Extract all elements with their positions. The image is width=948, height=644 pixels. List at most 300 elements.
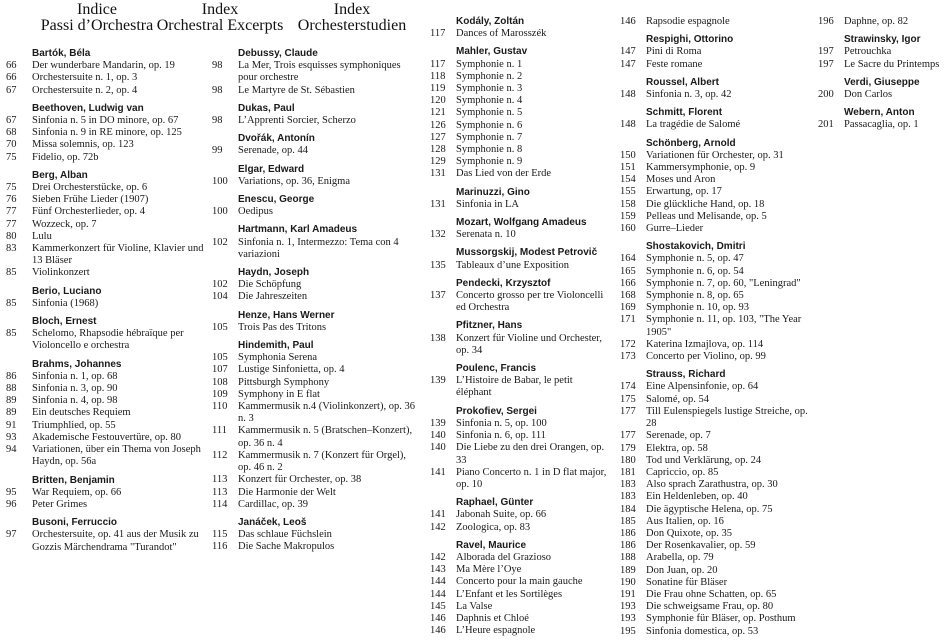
work-row xyxy=(620,89,820,101)
work-title: Symphonie n. 6, op. 54 xyxy=(646,265,744,277)
page-number: 137 xyxy=(430,290,446,302)
work-row xyxy=(6,127,216,139)
composer-entry xyxy=(430,217,610,241)
work-title: Der wunderbare Mandarin, op. 19 xyxy=(32,60,175,72)
work-row xyxy=(430,260,610,272)
page-number: 105 xyxy=(212,321,228,333)
composer-heading xyxy=(6,359,216,371)
work-row xyxy=(212,322,417,334)
work-row xyxy=(430,168,610,180)
work-title: Concerto per Violino, op. 99 xyxy=(646,351,766,363)
page-number: 151 xyxy=(620,162,636,174)
composer-indent xyxy=(818,107,844,119)
composer-entry xyxy=(430,320,610,357)
work-title: Die Sache Makropulos xyxy=(238,541,335,553)
composer-entry xyxy=(6,475,216,512)
page-number: 189 xyxy=(620,564,636,576)
composer-heading xyxy=(212,194,417,206)
page-number: 160 xyxy=(620,223,636,235)
composer-heading xyxy=(6,170,216,182)
page-number: 67 xyxy=(6,115,17,127)
work-title: Erwartung, op. 17 xyxy=(646,186,722,198)
work-row xyxy=(620,174,820,186)
composer-indent xyxy=(212,517,238,529)
page-number: 75 xyxy=(6,151,17,163)
composer-name: Mussorgskij, Modest Petrovič xyxy=(456,247,598,259)
page-number: 95 xyxy=(6,486,17,498)
composer-name: Britten, Benjamin xyxy=(32,474,115,486)
work-row xyxy=(212,291,417,303)
composer-name: Henze, Hans Werner xyxy=(238,309,335,321)
work-title: Le Sacre du Printemps xyxy=(844,58,940,70)
work-row xyxy=(620,394,820,406)
work-row xyxy=(212,206,417,218)
composer-indent xyxy=(430,247,456,259)
work-title: Die ägyptische Helena, op. 75 xyxy=(646,503,773,515)
composer-heading xyxy=(430,540,610,552)
work-title: L’Heure espagnole xyxy=(456,625,536,637)
page-number: 100 xyxy=(212,175,228,187)
work-title: Kammersymphonie, op. 9 xyxy=(646,162,756,174)
composer-indent xyxy=(6,103,32,115)
composer-indent xyxy=(620,369,646,381)
composer-indent xyxy=(6,286,32,298)
page-number: 109 xyxy=(212,388,228,400)
work-title: Cardillac, op. 39 xyxy=(238,498,308,510)
page-number: 85 xyxy=(6,267,17,279)
work-row xyxy=(6,383,216,395)
work-title: Sinfonia n. 9 in RE minore, op. 125 xyxy=(32,127,182,139)
work-row xyxy=(620,565,820,577)
page-number: 145 xyxy=(430,600,446,612)
composer-indent xyxy=(6,475,32,487)
page-number: 173 xyxy=(620,351,636,363)
work-row xyxy=(620,223,820,235)
composer-heading xyxy=(212,267,417,279)
work-row xyxy=(818,89,948,101)
composer-name: Verdi, Giuseppe xyxy=(844,76,920,88)
work-title: Orchestersuite n. 1, op. 3 xyxy=(32,72,138,84)
work-row xyxy=(430,290,610,314)
composer-heading xyxy=(6,48,216,60)
page-number: 93 xyxy=(6,431,17,443)
work-row xyxy=(430,375,610,399)
work-row xyxy=(430,442,610,466)
work-title: Die Jahreszeiten xyxy=(238,291,308,303)
work-title: Kammermusik n. 5 (Bratschen–Konzert), op. 36 n. 4 xyxy=(238,425,413,449)
composer-heading xyxy=(212,340,417,352)
composer-indent xyxy=(430,187,456,199)
composer-indent xyxy=(430,278,456,290)
work-title: Rapsodie espagnole xyxy=(646,16,730,27)
work-row xyxy=(6,371,216,383)
index-column-4 xyxy=(620,16,820,644)
work-row xyxy=(620,601,820,613)
composer-name: Haydn, Joseph xyxy=(238,267,310,279)
work-title: Sinfonia n. 1, Intermezzo: Tema con 4 variazioni xyxy=(238,236,399,260)
work-title: Lustige Sinfonietta, op. 4 xyxy=(238,364,345,376)
composer-heading xyxy=(212,48,417,60)
composer-entry xyxy=(212,194,417,218)
page-number: 197 xyxy=(818,46,834,58)
work-row xyxy=(6,407,216,419)
composer-heading xyxy=(620,369,820,381)
page-number: 146 xyxy=(430,625,446,637)
work-title: Peter Grimes xyxy=(32,498,88,510)
work-title: L’Histoire de Babar, le petit éléphant xyxy=(456,375,573,399)
page-number: 168 xyxy=(620,290,636,302)
index-column-2 xyxy=(212,48,417,560)
page-number: 94 xyxy=(6,444,17,456)
work-title: Symphonie n. 5 xyxy=(456,107,523,119)
page-number: 175 xyxy=(620,393,636,405)
page-number: 139 xyxy=(430,417,446,429)
composer-name: Schönberg, Arnold xyxy=(646,137,736,149)
composer-entry xyxy=(430,247,610,271)
page-number: 171 xyxy=(620,314,636,326)
work-title: Symphonie n. 11, op. 103, "The Year 1905" xyxy=(646,314,802,338)
work-title: Ein deutsches Requiem xyxy=(32,407,131,419)
work-title: Das schlaue Füchslein xyxy=(238,529,332,541)
composer-heading xyxy=(620,77,820,89)
page-number: 98 xyxy=(212,115,223,127)
composer-heading xyxy=(620,107,820,119)
composer-name: Berg, Alban xyxy=(32,169,88,181)
work-row xyxy=(430,156,610,168)
work-title: Moses und Aron xyxy=(646,174,716,186)
work-title: Pittsburgh Symphony xyxy=(238,376,330,388)
page-number: 142 xyxy=(430,551,446,563)
composer-indent xyxy=(430,320,456,332)
work-row xyxy=(620,626,820,638)
work-row xyxy=(620,162,820,174)
composer-heading xyxy=(818,107,948,119)
work-title: Serenade, op. 44 xyxy=(238,145,308,157)
page-number: 193 xyxy=(620,613,636,625)
work-row xyxy=(6,60,216,72)
work-row xyxy=(620,46,820,58)
work-title: Sinfonia domestica, op. 53 xyxy=(646,625,759,637)
work-title: Missa solemnis, op. 123 xyxy=(32,139,134,151)
page-number: 113 xyxy=(212,486,228,498)
page-number: 121 xyxy=(430,107,446,119)
work-title: Symphonie n. 7, op. 60, "Leningrad" xyxy=(646,277,801,289)
header-english-line2: Orchestral Excerpts xyxy=(156,17,284,34)
composer-heading xyxy=(6,517,216,529)
composer-entry xyxy=(212,103,417,127)
page-number: 183 xyxy=(620,491,636,503)
work-title: Violinkonzert xyxy=(32,267,90,279)
work-row xyxy=(430,333,610,357)
composer-heading xyxy=(818,77,948,89)
work-row xyxy=(620,150,820,162)
page-number: 126 xyxy=(430,119,446,131)
work-title: Das Lied von der Erde xyxy=(456,168,552,180)
page-number: 193 xyxy=(620,601,636,613)
page-number: 139 xyxy=(430,375,446,387)
work-title: Symphonie n. 4 xyxy=(456,95,523,107)
work-row xyxy=(6,395,216,407)
page-number: 112 xyxy=(212,449,228,461)
work-row xyxy=(430,83,610,95)
work-title: War Requiem, op. 66 xyxy=(32,486,122,498)
page-number: 177 xyxy=(620,405,636,417)
composer-name: Beethoven, Ludwig van xyxy=(32,102,144,114)
index-column-3 xyxy=(430,16,610,643)
page-number: 186 xyxy=(620,540,636,552)
page-number: 66 xyxy=(6,72,17,84)
page-number: 115 xyxy=(212,529,228,541)
page-number: 147 xyxy=(620,46,636,58)
composer-entry xyxy=(818,16,948,28)
work-row xyxy=(620,278,820,290)
composer-entry xyxy=(212,224,417,261)
work-row xyxy=(620,199,820,211)
page-number: 76 xyxy=(6,194,17,206)
work-row xyxy=(212,474,417,486)
work-title: Ma Mère l’Oye xyxy=(456,564,522,576)
work-title: Kammermusik n.4 (Violinkonzert), op. 36 n. 3 xyxy=(238,401,415,425)
composer-entry xyxy=(212,310,417,334)
work-row xyxy=(6,206,216,218)
page-number: 85 xyxy=(6,328,17,340)
page-number: 102 xyxy=(212,279,228,291)
work-row xyxy=(620,339,820,351)
work-title: Oedipus xyxy=(238,206,273,218)
work-title: Serenade, op. 7 xyxy=(646,430,711,442)
work-title: Also sprach Zarathustra, op. 30 xyxy=(646,479,778,491)
work-row xyxy=(430,71,610,83)
index-column-1 xyxy=(6,48,216,560)
composer-indent xyxy=(212,267,238,279)
composer-entry xyxy=(430,278,610,315)
work-row xyxy=(430,601,610,613)
composer-entry xyxy=(6,286,216,310)
work-row xyxy=(620,504,820,516)
page-number: 113 xyxy=(212,474,228,486)
work-row xyxy=(620,59,820,71)
work-title: Concerto grosso per tre Violoncelli ed Orchestra xyxy=(456,290,604,314)
work-row xyxy=(620,302,820,314)
page-number: 111 xyxy=(212,425,227,437)
composer-entry xyxy=(6,316,216,353)
work-title: Konzert für Orchester, op. 38 xyxy=(238,474,362,486)
composer-name: Roussel, Albert xyxy=(646,76,719,88)
work-row xyxy=(212,145,417,157)
composer-indent xyxy=(818,77,844,89)
page-number: 70 xyxy=(6,139,17,151)
work-row xyxy=(818,59,948,71)
work-title: Sinfonia n. 4, op. 98 xyxy=(32,395,118,407)
page-number: 185 xyxy=(620,515,636,527)
work-row xyxy=(620,577,820,589)
work-title: Elektra, op. 58 xyxy=(646,442,708,454)
page-number: 196 xyxy=(818,16,834,27)
composer-heading xyxy=(430,187,610,199)
page-number: 188 xyxy=(620,552,636,564)
work-row xyxy=(620,491,820,503)
work-row xyxy=(430,564,610,576)
work-row xyxy=(212,279,417,291)
composer-indent xyxy=(818,34,844,46)
work-title: Sinfonia n. 3, op. 42 xyxy=(646,89,732,101)
work-title: Symphonie n. 1 xyxy=(456,58,523,70)
work-title: Wozzeck, op. 7 xyxy=(32,218,97,230)
page-number: 183 xyxy=(620,479,636,491)
work-row xyxy=(430,625,610,637)
composer-indent xyxy=(212,310,238,322)
work-title: Concerto pour la main gauche xyxy=(456,576,583,588)
composer-name: Kodály, Zoltán xyxy=(456,16,525,27)
work-row xyxy=(6,432,216,444)
work-title: Triumphlied, op. 55 xyxy=(32,419,116,431)
work-title: Petrouchka xyxy=(844,46,892,58)
page-number: 138 xyxy=(430,332,446,344)
composer-heading xyxy=(620,34,820,46)
page-number: 88 xyxy=(6,383,17,395)
composer-heading xyxy=(212,224,417,236)
page-number: 75 xyxy=(6,182,17,194)
work-row xyxy=(212,450,417,474)
work-row xyxy=(212,425,417,449)
work-title: Till Eulenspiegels lustige Streiche, op. 28 xyxy=(646,405,808,430)
composer-heading xyxy=(430,320,610,332)
work-title: Sinfonia n. 1, op. 68 xyxy=(32,370,118,382)
work-row xyxy=(620,589,820,601)
work-title: Sinfonia in LA xyxy=(456,198,519,210)
composer-indent xyxy=(6,517,32,529)
page-number: 116 xyxy=(212,541,228,553)
work-row xyxy=(6,529,216,553)
work-row xyxy=(212,377,417,389)
page-number: 184 xyxy=(620,503,636,515)
page-number: 135 xyxy=(430,259,446,271)
page-number: 141 xyxy=(430,509,446,521)
page-number: 120 xyxy=(430,95,446,107)
composer-heading xyxy=(818,34,948,46)
composer-indent xyxy=(430,540,456,552)
work-title: Arabella, op. 79 xyxy=(646,552,714,564)
work-title: L’Apprenti Sorcier, Scherzo xyxy=(238,115,356,127)
work-row xyxy=(6,298,216,310)
work-title: Sinfonia n. 3, op. 90 xyxy=(32,383,118,395)
work-row xyxy=(620,479,820,491)
composer-entry xyxy=(818,34,948,71)
composer-entry xyxy=(430,497,610,534)
page-number: 131 xyxy=(430,198,446,210)
page-number: 86 xyxy=(6,370,17,382)
work-row xyxy=(6,328,216,352)
page-number: 165 xyxy=(620,265,636,277)
work-title: La tragédie de Salomé xyxy=(646,119,741,131)
work-row xyxy=(620,211,820,223)
page-number: 164 xyxy=(620,253,636,265)
work-title: La Mer, Trois esquisses symphoniques pour orchestre xyxy=(238,60,401,84)
index-column-5 xyxy=(818,16,948,138)
work-title: Fünf Orchesterlieder, op. 4 xyxy=(32,206,146,218)
page-number: 119 xyxy=(430,83,446,95)
composer-indent xyxy=(212,340,238,352)
work-row xyxy=(430,120,610,132)
work-title: L’Enfant et les Sortilèges xyxy=(456,588,563,600)
composer-entry xyxy=(430,363,610,400)
work-title: Die Frau ohne Schatten, op. 65 xyxy=(646,588,777,600)
work-row xyxy=(430,199,610,211)
work-row xyxy=(6,152,216,164)
work-title: Pelleas und Melisande, op. 5 xyxy=(646,210,767,222)
page-number: 190 xyxy=(620,576,636,588)
composer-indent xyxy=(620,241,646,253)
work-title: Symphonie n. 3 xyxy=(456,83,523,95)
composer-indent xyxy=(6,170,32,182)
page-number: 201 xyxy=(818,119,834,131)
page-number: 89 xyxy=(6,395,17,407)
work-row xyxy=(212,176,417,188)
page-number: 169 xyxy=(620,302,636,314)
composer-entry xyxy=(620,34,820,71)
work-row xyxy=(6,115,216,127)
work-row xyxy=(6,444,216,468)
work-title: Alborada del Grazioso xyxy=(456,551,552,563)
page-number: 68 xyxy=(6,127,17,139)
work-row xyxy=(6,487,216,499)
work-row xyxy=(620,516,820,528)
work-row xyxy=(6,194,216,206)
composer-entry xyxy=(818,107,948,131)
composer-entry xyxy=(6,170,216,280)
composer-name: Dvořák, Antonín xyxy=(238,133,315,145)
work-row xyxy=(430,589,610,601)
composer-entry xyxy=(620,369,820,637)
page-number: 117 xyxy=(430,58,446,70)
composer-name: Berio, Luciano xyxy=(32,285,102,297)
work-title: Variations, op. 36, Enigma xyxy=(238,175,350,187)
work-row xyxy=(620,552,820,564)
page-number: 66 xyxy=(6,60,17,72)
composer-heading xyxy=(430,16,610,28)
composer-indent xyxy=(212,103,238,115)
page-number: 96 xyxy=(6,498,17,510)
work-title: Aus Italien, op. 16 xyxy=(646,515,724,527)
work-title: Eine Alpensinfonie, op. 64 xyxy=(646,381,759,393)
work-row xyxy=(818,46,948,58)
work-title: Capriccio, op. 85 xyxy=(646,466,719,478)
work-row xyxy=(620,16,820,28)
work-row xyxy=(620,351,820,363)
composer-indent xyxy=(212,164,238,176)
page-number: 159 xyxy=(620,210,636,222)
composer-heading xyxy=(212,517,417,529)
composer-indent xyxy=(6,316,32,328)
composer-heading xyxy=(430,247,610,259)
work-row xyxy=(212,115,417,127)
work-title: Sinfonia (1968) xyxy=(32,297,99,309)
header-german xyxy=(272,2,432,34)
work-row xyxy=(212,352,417,364)
work-title: Sinfonia n. 6, op. 111 xyxy=(456,430,546,442)
work-title: Symphonie n. 7 xyxy=(456,131,523,143)
work-title: Orchestersuite, op. 41 aus der Musik zu Gozzis Märchendrama "Turandot" xyxy=(32,529,199,553)
page-number: 127 xyxy=(430,131,446,143)
composer-indent xyxy=(212,194,238,206)
page-number: 197 xyxy=(818,58,834,70)
composer-indent xyxy=(212,48,238,60)
page-number: 83 xyxy=(6,243,17,255)
composer-name: Strawinsky, Igor xyxy=(844,34,921,46)
page-number: 148 xyxy=(620,89,636,101)
composer-name: Busoni, Ferruccio xyxy=(32,517,118,529)
composer-indent xyxy=(430,363,456,375)
